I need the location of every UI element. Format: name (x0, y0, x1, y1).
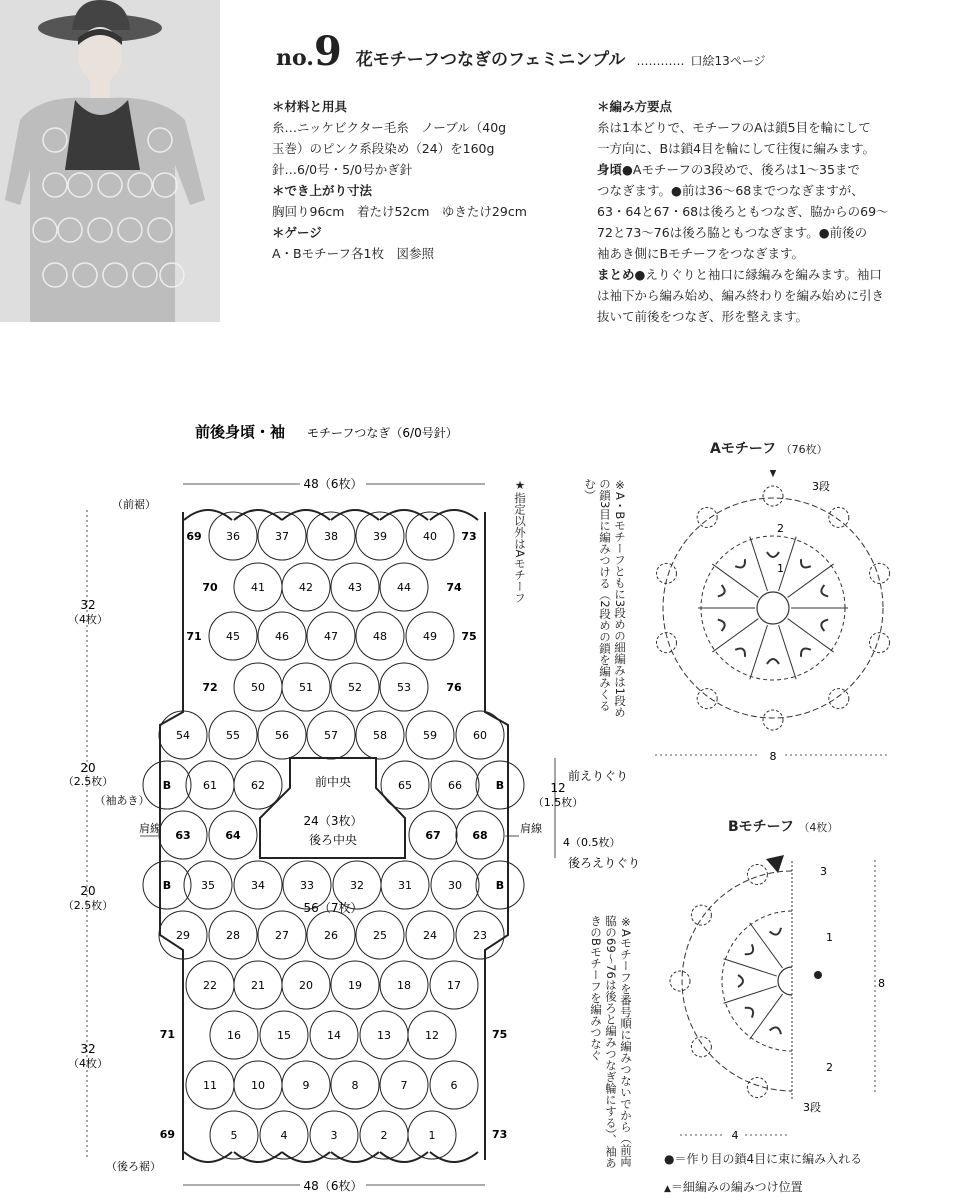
pattern-title: 花モチーフつなぎのフェミニンプル (355, 50, 626, 70)
motif-cell (381, 761, 429, 809)
dim-4-top: （4枚） (68, 613, 108, 626)
motif-cell (186, 961, 234, 1009)
motif-number: 42 (299, 581, 313, 594)
motif-cell (310, 1111, 358, 1159)
motif-cell (202, 681, 217, 694)
front-neck-label: 前えりぐり (568, 769, 629, 783)
motif-cell (446, 581, 462, 594)
motif-cell (456, 811, 504, 859)
motif-number: 15 (277, 1029, 291, 1042)
method-line: 袖あき側にBモチーフをつなぎます。 (597, 246, 804, 261)
motif-cell (430, 1061, 478, 1109)
motif-number: 76 (446, 681, 462, 694)
motif-cell (258, 711, 306, 759)
materials-line: 糸…ニッケビクター毛糸 ノーブル（40g (272, 120, 507, 135)
motif-number: B (162, 779, 172, 792)
motif-a-r2: 2 (777, 522, 784, 535)
motif-cell (234, 1061, 282, 1109)
motif-number: 37 (275, 530, 289, 543)
back-hem-label: （後ろ裾） (106, 1160, 161, 1173)
motif-number: 19 (348, 979, 362, 992)
motif-number: 73 (461, 530, 477, 543)
motif-number: B (495, 879, 505, 892)
motif-number: 43 (348, 581, 362, 594)
motif-number: 22 (203, 979, 217, 992)
motif-number: 46 (275, 630, 289, 643)
motif-cell (209, 512, 257, 560)
motif-a-dim: 8 (769, 750, 777, 763)
materials-line: 玉巻）のピンク系段染め（24）を160g (272, 141, 495, 156)
motif-cell (234, 861, 282, 909)
motif-cell (159, 711, 207, 759)
dim-20-bottom: 20 (80, 884, 96, 898)
method-line: Aモチーフの3段めで、後ろは1～35まで (632, 162, 860, 177)
motif-number: 47 (324, 630, 338, 643)
motif-number: 67 (425, 829, 441, 842)
motif-number: 16 (227, 1029, 241, 1042)
motif-number: 64 (225, 829, 241, 842)
motif-cell (282, 1061, 330, 1109)
motif-number: 9 (302, 1079, 310, 1092)
motif-number: 20 (299, 979, 313, 992)
pattern-no-label: no. (276, 45, 314, 71)
motif-number: 41 (251, 581, 265, 594)
motif-number: 60 (473, 729, 487, 742)
motif-cell (409, 811, 457, 859)
motif-cell (307, 911, 355, 959)
motif-number: 38 (324, 530, 338, 543)
motif-number: 58 (373, 729, 387, 742)
motif-number: 53 (397, 681, 411, 694)
motif-number: 56 (275, 729, 289, 742)
pattern-number: 9 (313, 28, 342, 75)
motif-cell (159, 811, 207, 859)
front-hem-label: （前裾） (112, 498, 156, 511)
method-line: つなぎます。●前は36～68までつなぎますが、 (597, 183, 864, 198)
side-label: 75 (492, 1028, 508, 1041)
motif-number: B (495, 779, 505, 792)
motif-number: 36 (226, 530, 240, 543)
dim-25-bottom: （2.5枚） (62, 899, 114, 912)
motif-number: 52 (348, 681, 362, 694)
motif-number: 75 (461, 630, 477, 643)
method-line: 一方向に、Bは鎖4目を輪にして往復に編みます。 (597, 141, 876, 156)
motif-cell (209, 811, 257, 859)
motif-number: 39 (373, 530, 387, 543)
motif-number: 72 (202, 681, 218, 694)
motif-number: 61 (203, 779, 217, 792)
motif-number: 65 (398, 779, 412, 792)
legend-line: ＝作り目の鎖4目に束に編み入れる (674, 1152, 863, 1166)
sleeve-opening-label: （袖あき） (94, 794, 150, 807)
motif-cell (331, 663, 379, 711)
motif-cell (234, 563, 282, 611)
motif-b-r3: 3 (820, 865, 827, 878)
motif-cell (202, 581, 218, 594)
method-line: 抜いて前後をつなぎ、形を整えます。 (597, 309, 809, 324)
motif-cell (380, 563, 428, 611)
motif-cell (380, 1061, 428, 1109)
pattern-header (276, 28, 946, 78)
method-line: えりぐりと袖口に縁編みを編みます。袖口 (645, 267, 882, 282)
motif-b-r2: 2 (826, 1061, 833, 1074)
motif-cell (331, 961, 379, 1009)
legend-dot-icon: ● (664, 1152, 675, 1166)
diagram-subtitle: モチーフつなぎ（6/0号針） (307, 426, 458, 440)
motif-number: B (162, 879, 172, 892)
motif-a-title: Aモチーフ (710, 441, 777, 457)
motif-cell (210, 1011, 258, 1059)
motif-number: 54 (176, 729, 190, 742)
motif-b-title: Bモチーフ (728, 819, 794, 835)
motif-cell (476, 761, 524, 809)
side-label: 69 (159, 1128, 175, 1141)
motif-number: 3 (330, 1129, 338, 1142)
motif-cell (186, 530, 201, 543)
motif-number: 8 (351, 1079, 359, 1092)
motif-b-r1: 1 (826, 931, 833, 944)
gauge-line: A・Bモチーフ各1枚 図参照 (272, 246, 434, 261)
motif-number: 29 (176, 929, 190, 942)
materials-line: 針…6/0号・5/0号かぎ針 (272, 162, 413, 177)
motif-cell (356, 911, 404, 959)
motif-cell (209, 911, 257, 959)
motif-cell (210, 1111, 258, 1159)
motif-cell (186, 1061, 234, 1109)
motif-a-r1: 1 (777, 562, 784, 575)
motif-cell (186, 630, 201, 643)
motif-number: 21 (251, 979, 265, 992)
motif-cell (186, 761, 234, 809)
diagram-title: 前後身頃・袖 (195, 423, 286, 441)
neck-15-label: （1.5枚） (532, 796, 584, 809)
back-neck-label: 後ろえりぐり (568, 856, 640, 870)
motif-cell (331, 1061, 379, 1109)
motif-cell (461, 530, 476, 543)
shoulder-label-left: 肩線 (139, 822, 161, 835)
motif-number: 59 (423, 729, 437, 742)
materials-section (272, 96, 572, 264)
motif-cell (307, 711, 355, 759)
motif-number: 33 (300, 879, 314, 892)
gauge-heading: ＊ゲージ (272, 225, 322, 240)
motif-number: 30 (448, 879, 462, 892)
dim-32-bottom: 32 (80, 1042, 96, 1056)
motif-number: 50 (251, 681, 265, 694)
motif-cell (234, 761, 282, 809)
motif-number: 31 (398, 879, 412, 892)
legend (664, 1145, 862, 1203)
neck-4-label: 4（0.5枚） (563, 836, 621, 849)
motif-a-count: （76枚） (780, 443, 828, 456)
width-top-label: 48（6枚） (303, 477, 363, 491)
width-bottom-label: 48（6枚） (303, 1179, 363, 1193)
motif-number: 17 (447, 979, 461, 992)
motif-number: 13 (377, 1029, 391, 1042)
motif-b-dim-w: 4 (731, 1129, 739, 1142)
motif-number: 7 (400, 1079, 408, 1092)
method-line: は袖下から編み始め、編み終わりを編み始めに引き (597, 288, 885, 303)
motif-cell (356, 612, 404, 660)
motif-cell (456, 711, 504, 759)
motif-cell (446, 681, 462, 694)
motif-cell (408, 1111, 456, 1159)
motif-cell (408, 1011, 456, 1059)
motif-note-2: ※Aモチーフを番号順に編みつないでから（前両脇の69～76は後ろと編みつなぎ輪にする）、袖あきのBモチーフを編みつなぐ (589, 915, 633, 1169)
motif-number: 18 (397, 979, 411, 992)
side-label: 71 (159, 1028, 175, 1041)
motif-number: 28 (226, 929, 240, 942)
size-heading: ＊でき上がり寸法 (272, 183, 373, 198)
method-keyword: まとめ● (597, 267, 646, 282)
motif-cell (258, 911, 306, 959)
motif-cell (360, 1111, 408, 1159)
motif-cell (234, 961, 282, 1009)
motif-cell (356, 711, 404, 759)
motif-cell (282, 663, 330, 711)
motif-cell (406, 711, 454, 759)
motif-cell (380, 663, 428, 711)
dim-32-top: 32 (80, 598, 96, 612)
motif-cell (461, 630, 476, 643)
motif-number: 10 (251, 1079, 265, 1092)
motif-number: 48 (373, 630, 387, 643)
motif-b-chart (640, 845, 940, 1145)
motif-number: 14 (327, 1029, 341, 1042)
note-star: ★指定以外はAモチーフ (513, 478, 527, 604)
mid-width-label: 56（7枚） (303, 901, 363, 915)
motif-number: 70 (202, 581, 218, 594)
motif-cell (260, 1011, 308, 1059)
motif-number: 23 (473, 929, 487, 942)
motif-a-round3: 3段 (812, 480, 830, 493)
motif-b-title-row (728, 817, 838, 838)
page-ref-dots: ………… (636, 54, 685, 68)
motif-number: 32 (350, 879, 364, 892)
method-section (597, 96, 957, 327)
page-ref: 口絵13ページ (690, 54, 766, 68)
motif-cell (476, 861, 524, 909)
motif-number: 40 (423, 530, 437, 543)
motif-b-count: （4枚） (798, 821, 839, 834)
motif-number: 63 (175, 829, 191, 842)
motif-number: 69 (186, 530, 202, 543)
dim-4-bottom: （4枚） (68, 1057, 108, 1070)
method-keyword: 身頃● (597, 162, 633, 177)
motif-cell (282, 563, 330, 611)
motif-number: 27 (275, 929, 289, 942)
method-heading: ＊編み方要点 (597, 99, 673, 114)
motif-cell (143, 761, 191, 809)
method-line: 糸は1本どりで、モチーフのAは鎖5目を輪にして (597, 120, 871, 135)
motif-number: 24 (423, 929, 437, 942)
motif-cell (360, 1011, 408, 1059)
method-line: 63・64と67・68は後ろともつなぎ、脇からの69～ (597, 204, 889, 219)
motif-number: 62 (251, 779, 265, 792)
motif-cell (380, 961, 428, 1009)
side-label: 73 (492, 1128, 508, 1141)
motif-number: 34 (251, 879, 265, 892)
dim-20-top: 20 (80, 761, 96, 775)
motif-number: 11 (203, 1079, 217, 1092)
motif-number: 6 (450, 1079, 458, 1092)
motif-cell (258, 612, 306, 660)
motif-note-1: ※A・Bモチーフともに3段めの細編みは1段めの鎖3目に編みつける（2段めの鎖を編みくるむ） (583, 478, 627, 718)
motif-number: 35 (201, 879, 215, 892)
motif-number: 55 (226, 729, 240, 742)
motif-number: 71 (186, 630, 202, 643)
motif-b-round3: 3段 (803, 1101, 821, 1114)
motif-number: 25 (373, 929, 387, 942)
motif-number: 26 (324, 929, 338, 942)
legend-triangle-icon: ▲ (664, 1184, 671, 1194)
motif-number: 2 (380, 1129, 388, 1142)
size-line: 胸回り96cm 着たけ52cm ゆきたけ29cm (272, 204, 527, 219)
motif-b-dim-h: 8 (878, 977, 885, 990)
motif-number: 45 (226, 630, 240, 643)
motif-number: 1 (428, 1129, 436, 1142)
materials-heading: ＊材料と用具 (272, 99, 348, 114)
motif-number: 4 (280, 1129, 288, 1142)
motif-cell (381, 861, 429, 909)
motif-cell (331, 563, 379, 611)
motif-number: 68 (472, 829, 488, 842)
back-center-label: 後ろ中央 (308, 833, 358, 847)
motif-cell (260, 1111, 308, 1159)
motif-number: 5 (230, 1129, 238, 1142)
front-center-label: 前中央 (314, 775, 352, 789)
motif-number: 12 (425, 1029, 439, 1042)
motif-cell (234, 663, 282, 711)
motif-cell (430, 961, 478, 1009)
neck-12-label: 12 (550, 781, 566, 795)
motif-cell (282, 961, 330, 1009)
model-photo (0, 0, 220, 322)
motif-number: 44 (397, 581, 411, 594)
motif-cell (431, 861, 479, 909)
motif-cell (307, 612, 355, 660)
motif-cell (456, 911, 504, 959)
body-diagram (0, 400, 640, 1195)
motif-cell (406, 612, 454, 660)
motif-cell (310, 1011, 358, 1059)
dim-25-top: （2.5枚） (62, 775, 114, 788)
model-illustration (0, 0, 220, 322)
motif-a-chart (640, 470, 940, 770)
motif-number: 49 (423, 630, 437, 643)
motif-number: 74 (446, 581, 462, 594)
motif-cell (406, 911, 454, 959)
motif-number: 51 (299, 681, 313, 694)
motif-cell (209, 612, 257, 660)
method-line: 72と73～76は後ろ脇ともつなぎます。●前後の (597, 225, 868, 240)
motif-number: 66 (448, 779, 462, 792)
legend-line: ＝細編みの編みつけ位置 (670, 1180, 803, 1194)
motif-cell (431, 761, 479, 809)
motif-number: 57 (324, 729, 338, 742)
neck-width-label: 24（3枚） (303, 814, 363, 828)
shoulder-label-right: 肩線 (520, 822, 542, 835)
motif-cell (209, 711, 257, 759)
motif-a-title-row (710, 439, 828, 460)
